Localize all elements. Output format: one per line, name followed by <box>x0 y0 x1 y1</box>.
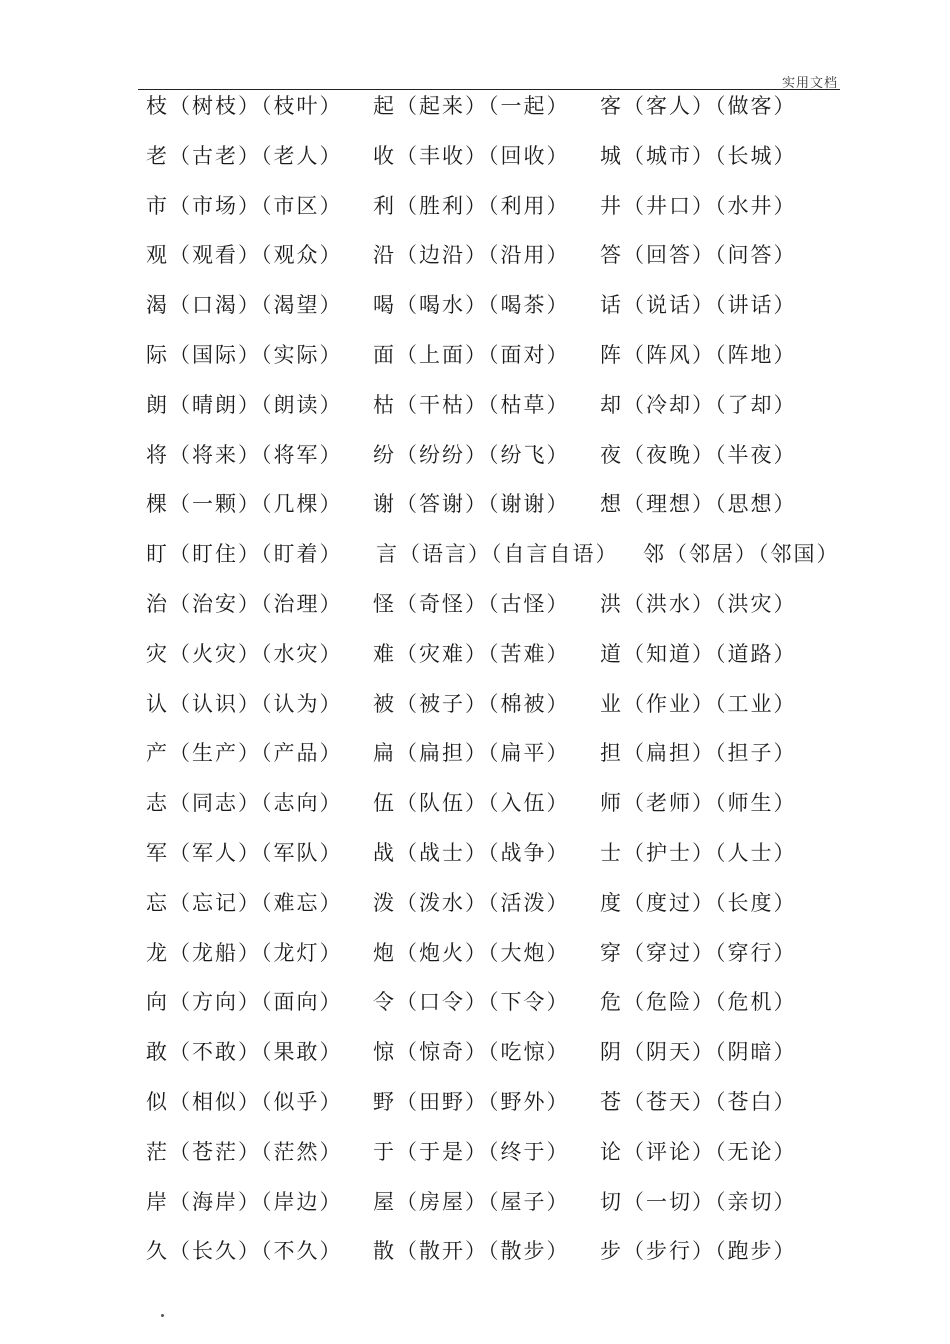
word-entry: 谢（答谢）（谢谢） <box>373 492 570 517</box>
document-header-label: 实用文档 <box>781 76 838 91</box>
word-entry: 洪（洪水）（洪灾） <box>600 591 797 616</box>
word-entry: 屋（房屋）（屋子） <box>373 1189 570 1214</box>
word-row <box>146 1028 866 1078</box>
word-entry: 想（理想）（思想） <box>600 492 797 517</box>
word-entry: 战（战士）（战争） <box>373 840 570 865</box>
word-row <box>146 132 866 182</box>
word-row <box>146 1227 866 1277</box>
footer-dot <box>161 1314 164 1317</box>
word-grid <box>146 82 866 1277</box>
word-entry: 利（胜利）（利用） <box>373 193 570 218</box>
word-entry: 难（灾难）（苦难） <box>373 641 570 666</box>
word-entry: 茫（苍茫）（茫然） <box>146 1139 343 1164</box>
word-entry: 棵（一颗）（几棵） <box>146 492 343 517</box>
word-entry: 将（将来）（将军） <box>146 442 343 467</box>
word-row <box>146 978 866 1028</box>
word-row <box>146 829 866 879</box>
word-row <box>146 530 866 580</box>
word-entry: 令（口令）（下令） <box>373 990 570 1015</box>
word-entry: 言（语言）（自言自语） <box>376 542 619 567</box>
word-row <box>146 630 866 680</box>
word-entry: 阵（阵风）（阵地） <box>600 342 797 367</box>
word-entry: 危（危险）（危机） <box>600 990 797 1015</box>
word-entry: 纷（纷纷）（纷飞） <box>373 442 570 467</box>
word-entry: 久（长久）（不久） <box>146 1239 343 1264</box>
word-entry: 泼（泼水）（活泼） <box>373 890 570 915</box>
word-row <box>146 231 866 281</box>
word-entry: 军（军人）（军队） <box>146 840 343 865</box>
word-row <box>146 1078 866 1128</box>
word-entry: 扁（扁担）（扁平） <box>373 741 570 766</box>
word-entry: 观（观看）（观众） <box>146 243 343 268</box>
word-entry: 井（井口）（水井） <box>600 193 797 218</box>
word-entry: 担（扁担）（担子） <box>600 741 797 766</box>
word-entry: 答（回答）（问答） <box>600 243 797 268</box>
word-entry: 似（相似）（似乎） <box>146 1089 343 1114</box>
word-entry: 苍（苍天）（苍白） <box>600 1089 797 1114</box>
word-entry: 敢（不敢）（果敢） <box>146 1040 343 1065</box>
word-row <box>146 182 866 232</box>
word-row <box>146 82 866 132</box>
word-row <box>146 879 866 929</box>
word-entry: 市（市场）（市区） <box>146 193 343 218</box>
word-entry: 龙（龙船）（龙灯） <box>146 940 343 965</box>
word-entry: 炮（炮火）（大炮） <box>373 940 570 965</box>
word-entry: 步（步行）（跑步） <box>600 1239 797 1264</box>
word-entry: 伍（队伍）（入伍） <box>373 791 570 816</box>
word-entry: 岸（海岸）（岸边） <box>146 1189 343 1214</box>
word-entry: 起（起来）（一起） <box>373 94 570 118</box>
word-entry: 怪（奇怪）（古怪） <box>373 591 570 616</box>
word-entry: 邻（邻居）（邻国） <box>643 542 840 567</box>
word-entry: 盯（盯住）（盯着） <box>146 542 343 567</box>
word-entry: 被（被子）（棉被） <box>373 691 570 716</box>
word-row <box>146 1178 866 1228</box>
word-entry: 师（老师）（师生） <box>600 791 797 816</box>
word-entry: 灾（火灾）（水灾） <box>146 641 343 666</box>
word-entry: 切（一切）（亲切） <box>600 1189 797 1214</box>
word-entry: 渴（口渴）（渴望） <box>146 293 343 318</box>
word-entry: 度（度过）（长度） <box>600 890 797 915</box>
word-entry: 志（同志）（志向） <box>146 791 343 816</box>
word-row <box>146 381 866 431</box>
word-entry: 道（知道）（道路） <box>600 641 797 666</box>
word-entry: 枯（干枯）（枯草） <box>373 392 570 417</box>
word-entry: 际（国际）（实际） <box>146 342 343 367</box>
word-entry: 向（方向）（面向） <box>146 990 343 1015</box>
word-entry: 沿（边沿）（沿用） <box>373 243 570 268</box>
word-entry: 阴（阴天）（阴暗） <box>600 1040 797 1065</box>
word-entry: 业（作业）（工业） <box>600 691 797 716</box>
word-entry: 喝（喝水）（喝茶） <box>373 293 570 318</box>
word-entry: 话（说话）（讲话） <box>600 293 797 318</box>
word-entry: 治（治安）（治理） <box>146 591 343 616</box>
word-entry: 客（客人）（做客） <box>600 94 797 118</box>
word-entry: 士（护士）（人士） <box>600 840 797 865</box>
word-row <box>146 281 866 331</box>
word-row <box>146 680 866 730</box>
word-entry: 收（丰收）（回收） <box>373 143 570 168</box>
word-entry: 穿（穿过）（穿行） <box>600 940 797 965</box>
word-entry: 散（散开）（散步） <box>373 1239 570 1264</box>
word-row <box>146 480 866 530</box>
word-row <box>146 929 866 979</box>
word-entry: 却（冷却）（了却） <box>600 392 797 417</box>
word-entry: 惊（惊奇）（吃惊） <box>373 1040 570 1065</box>
word-row <box>146 779 866 829</box>
word-row <box>146 580 866 630</box>
word-entry: 老（古老）（老人） <box>146 143 343 168</box>
word-entry: 城（城市）（长城） <box>600 143 797 168</box>
word-row <box>146 331 866 381</box>
word-entry: 野（田野）（野外） <box>373 1089 570 1114</box>
word-entry: 忘（忘记）（难忘） <box>146 890 343 915</box>
word-row <box>146 1128 866 1178</box>
word-entry: 朗（晴朗）（朗读） <box>146 392 343 417</box>
word-entry: 产（生产）（产品） <box>146 741 343 766</box>
word-entry: 夜（夜晚）（半夜） <box>600 442 797 467</box>
word-entry: 于（于是）（终于） <box>373 1139 570 1164</box>
word-entry: 面（上面）（面对） <box>373 342 570 367</box>
word-entry: 认（认识）（认为） <box>146 691 343 716</box>
word-entry: 枝（树枝）（枝叶） <box>146 94 343 118</box>
word-entry: 论（评论）（无论） <box>600 1139 797 1164</box>
word-row <box>146 431 866 481</box>
word-row <box>146 729 866 779</box>
